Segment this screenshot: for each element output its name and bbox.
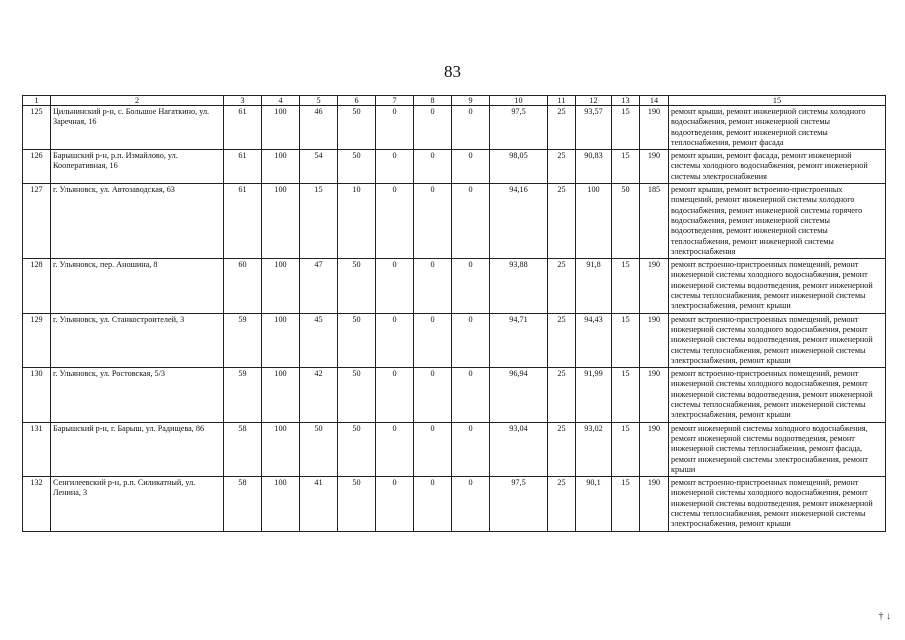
table-cell: 127 (23, 184, 51, 259)
column-header-3: 3 (224, 96, 262, 106)
column-header-1: 1 (23, 96, 51, 106)
table-cell: 100 (262, 106, 300, 150)
table-row (23, 368, 886, 422)
table-cell: 50 (338, 422, 376, 476)
table-cell: 0 (414, 368, 452, 422)
table-cell: 132 (23, 477, 51, 531)
table-cell: 25 (548, 422, 576, 476)
table-cell: 15 (612, 106, 640, 150)
table-cell: 100 (576, 184, 612, 259)
table-cell: 0 (452, 106, 490, 150)
column-header-2: 2 (51, 96, 224, 106)
table-cell: 128 (23, 259, 51, 313)
address-cell: г. Ульяновск, ул. Станкостроителей, 3 (51, 313, 224, 367)
works-cell: ремонт встроенно-пристроенных помещений, ремонт инженерной системы холодного водоснабжения, ремонт инженерной системы водоотведения, ремонт инженерной системы теплоснабжения, ремонт инженерной системы электроснабжения, ремонт крыши (669, 313, 886, 367)
table-cell: 61 (224, 106, 262, 150)
table-cell: 0 (452, 368, 490, 422)
table-cell: 190 (640, 477, 669, 531)
table-cell: 15 (612, 259, 640, 313)
table-cell: 129 (23, 313, 51, 367)
table-cell: 0 (452, 259, 490, 313)
table-cell: 0 (452, 150, 490, 184)
address-cell: Цильнинский р-н, с. Большое Нагаткино, ул. Заречная, 16 (51, 106, 224, 150)
table-cell: 0 (414, 184, 452, 259)
table-cell: 100 (262, 477, 300, 531)
table-cell: 15 (612, 477, 640, 531)
table-cell: 0 (414, 313, 452, 367)
works-cell: ремонт инженерной системы холодного водоснабжения, ремонт инженерной системы водоотведения, ремонт инженерной системы теплоснабжения, ремонт фасада, ремонт инженерной системы электроснабжения, ремонт крыши (669, 422, 886, 476)
table-cell: 50 (338, 368, 376, 422)
table-cell: 90,83 (576, 150, 612, 184)
data-table (22, 95, 886, 532)
table-cell: 41 (300, 477, 338, 531)
column-header-12: 12 (576, 96, 612, 106)
address-cell: Барышский р-н, г. Барыш, ул. Радищева, 86 (51, 422, 224, 476)
table-row (23, 150, 886, 184)
table-cell: 10 (338, 184, 376, 259)
table-cell: 50 (338, 259, 376, 313)
table-cell: 97,5 (490, 477, 548, 531)
table-cell: 50 (338, 150, 376, 184)
table-cell: 98,05 (490, 150, 548, 184)
table-row (23, 259, 886, 313)
table-cell: 90,1 (576, 477, 612, 531)
table-cell: 100 (262, 422, 300, 476)
column-header-11: 11 (548, 96, 576, 106)
column-header-9: 9 (452, 96, 490, 106)
table-cell: 45 (300, 313, 338, 367)
table-row (23, 106, 886, 150)
table-cell: 15 (300, 184, 338, 259)
table-cell: 185 (640, 184, 669, 259)
table-cell: 15 (612, 422, 640, 476)
page-number: 83 (444, 62, 461, 81)
column-header-5: 5 (300, 96, 338, 106)
table-cell: 50 (612, 184, 640, 259)
table-cell: 0 (414, 477, 452, 531)
works-cell: ремонт встроенно-пристроенных помещений, ремонт инженерной системы холодного водоснабжения, ремонт инженерной системы водоотведения, ремонт инженерной системы теплоснабжения, ремонт инженерной системы электроснабжения, ремонт крыши (669, 259, 886, 313)
table-cell: 0 (414, 106, 452, 150)
table-cell: 100 (262, 259, 300, 313)
column-header-14: 14 (640, 96, 669, 106)
table-cell: 100 (262, 368, 300, 422)
table-cell: 25 (548, 106, 576, 150)
table-cell: 46 (300, 106, 338, 150)
table-cell: 190 (640, 106, 669, 150)
table-row (23, 477, 886, 531)
column-header-4: 4 (262, 96, 300, 106)
table-cell: 15 (612, 150, 640, 184)
table-cell: 0 (452, 422, 490, 476)
table-cell: 15 (612, 313, 640, 367)
column-header-10: 10 (490, 96, 548, 106)
address-cell: Барышский р-н, р.п. Измайлово, ул. Кооперативная, 16 (51, 150, 224, 184)
table-cell: 0 (452, 477, 490, 531)
works-cell: ремонт крыши, ремонт встроенно-пристроенных помещений, ремонт инженерной системы холодного водоснабжения, ремонт инженерной системы горячего водоснабжения, ремонт инженерной системы водоотведения, ремонт инженерной системы теплоснабжения, ремонт инженерной системы электроснабжения (669, 184, 886, 259)
table-cell: 91,8 (576, 259, 612, 313)
table-cell: 50 (300, 422, 338, 476)
table-cell: 0 (414, 150, 452, 184)
table-cell: 126 (23, 150, 51, 184)
table-cell: 93,02 (576, 422, 612, 476)
table-cell: 100 (262, 184, 300, 259)
table-cell: 190 (640, 422, 669, 476)
table-cell: 0 (376, 477, 414, 531)
table-row (23, 422, 886, 476)
table-cell: 94,43 (576, 313, 612, 367)
table-cell: 0 (414, 259, 452, 313)
table-cell: 93,88 (490, 259, 548, 313)
table-cell: 0 (376, 150, 414, 184)
table-cell: 94,16 (490, 184, 548, 259)
column-header-15: 15 (669, 96, 886, 106)
works-cell: ремонт встроенно-пристроенных помещений, ремонт инженерной системы холодного водоснабжения, ремонт инженерной системы водоотведения, ремонт инженерной системы теплоснабжения, ремонт инженерной системы электроснабжения, ремонт крыши (669, 368, 886, 422)
table-cell: 125 (23, 106, 51, 150)
works-cell: ремонт встроенно-пристроенных помещений, ремонт инженерной системы холодного водоснабжения, ремонт инженерной системы водоотведения, ремонт инженерной системы теплоснабжения, ремонт инженерной системы электроснабжения, ремонт крыши (669, 477, 886, 531)
address-cell: г. Ульяновск, пер. Аношина, 8 (51, 259, 224, 313)
table-cell: 25 (548, 477, 576, 531)
table-cell: 93,57 (576, 106, 612, 150)
table-cell: 0 (376, 313, 414, 367)
table-cell: 54 (300, 150, 338, 184)
column-header-6: 6 (338, 96, 376, 106)
header-row (23, 96, 886, 106)
table-cell: 61 (224, 184, 262, 259)
table-cell: 25 (548, 150, 576, 184)
table-cell: 93,04 (490, 422, 548, 476)
table-cell: 190 (640, 368, 669, 422)
table-cell: 50 (338, 106, 376, 150)
table-cell: 25 (548, 368, 576, 422)
table-cell: 25 (548, 259, 576, 313)
table-cell: 0 (376, 422, 414, 476)
table-cell: 25 (548, 184, 576, 259)
column-header-13: 13 (612, 96, 640, 106)
address-cell: Сенгилеевский р-н, р.п. Силикатный, ул. Ленина, 3 (51, 477, 224, 531)
table-cell: 25 (548, 313, 576, 367)
table-cell: 96,94 (490, 368, 548, 422)
table-cell: 47 (300, 259, 338, 313)
corner-mark: † ↓ (878, 611, 891, 622)
table-row (23, 184, 886, 259)
address-cell: г. Ульяновск, ул. Автозаводская, 63 (51, 184, 224, 259)
table-cell: 42 (300, 368, 338, 422)
table-cell: 130 (23, 368, 51, 422)
table-cell: 91,99 (576, 368, 612, 422)
table-cell: 59 (224, 368, 262, 422)
works-cell: ремонт крыши, ремонт фасада, ремонт инженерной системы холодного водоснабжения, ремонт инженерной системы электроснабжения (669, 150, 886, 184)
table-cell: 190 (640, 313, 669, 367)
table-cell: 100 (262, 150, 300, 184)
table-cell: 15 (612, 368, 640, 422)
table-cell: 0 (376, 368, 414, 422)
table-cell: 59 (224, 313, 262, 367)
table-cell: 58 (224, 422, 262, 476)
table-cell: 50 (338, 477, 376, 531)
table-cell: 50 (338, 313, 376, 367)
works-cell: ремонт крыши, ремонт инженерной системы холодного водоснабжения, ремонт инженерной системы водоотведения, ремонт инженерной системы теплоснабжения, ремонт фасада (669, 106, 886, 150)
column-header-7: 7 (376, 96, 414, 106)
table-cell: 0 (376, 106, 414, 150)
column-header-8: 8 (414, 96, 452, 106)
table-cell: 61 (224, 150, 262, 184)
table-cell: 100 (262, 313, 300, 367)
table-cell: 60 (224, 259, 262, 313)
table-cell: 0 (376, 184, 414, 259)
table-cell: 0 (452, 313, 490, 367)
table-cell: 190 (640, 150, 669, 184)
table-cell: 58 (224, 477, 262, 531)
table-row (23, 313, 886, 367)
table-cell: 0 (376, 259, 414, 313)
table-body (23, 106, 886, 532)
table-cell: 94,71 (490, 313, 548, 367)
table-cell: 0 (414, 422, 452, 476)
address-cell: г. Ульяновск, ул. Ростовская, 5/3 (51, 368, 224, 422)
table-cell: 0 (452, 184, 490, 259)
table-cell: 190 (640, 259, 669, 313)
table-cell: 97,5 (490, 106, 548, 150)
table-cell: 131 (23, 422, 51, 476)
